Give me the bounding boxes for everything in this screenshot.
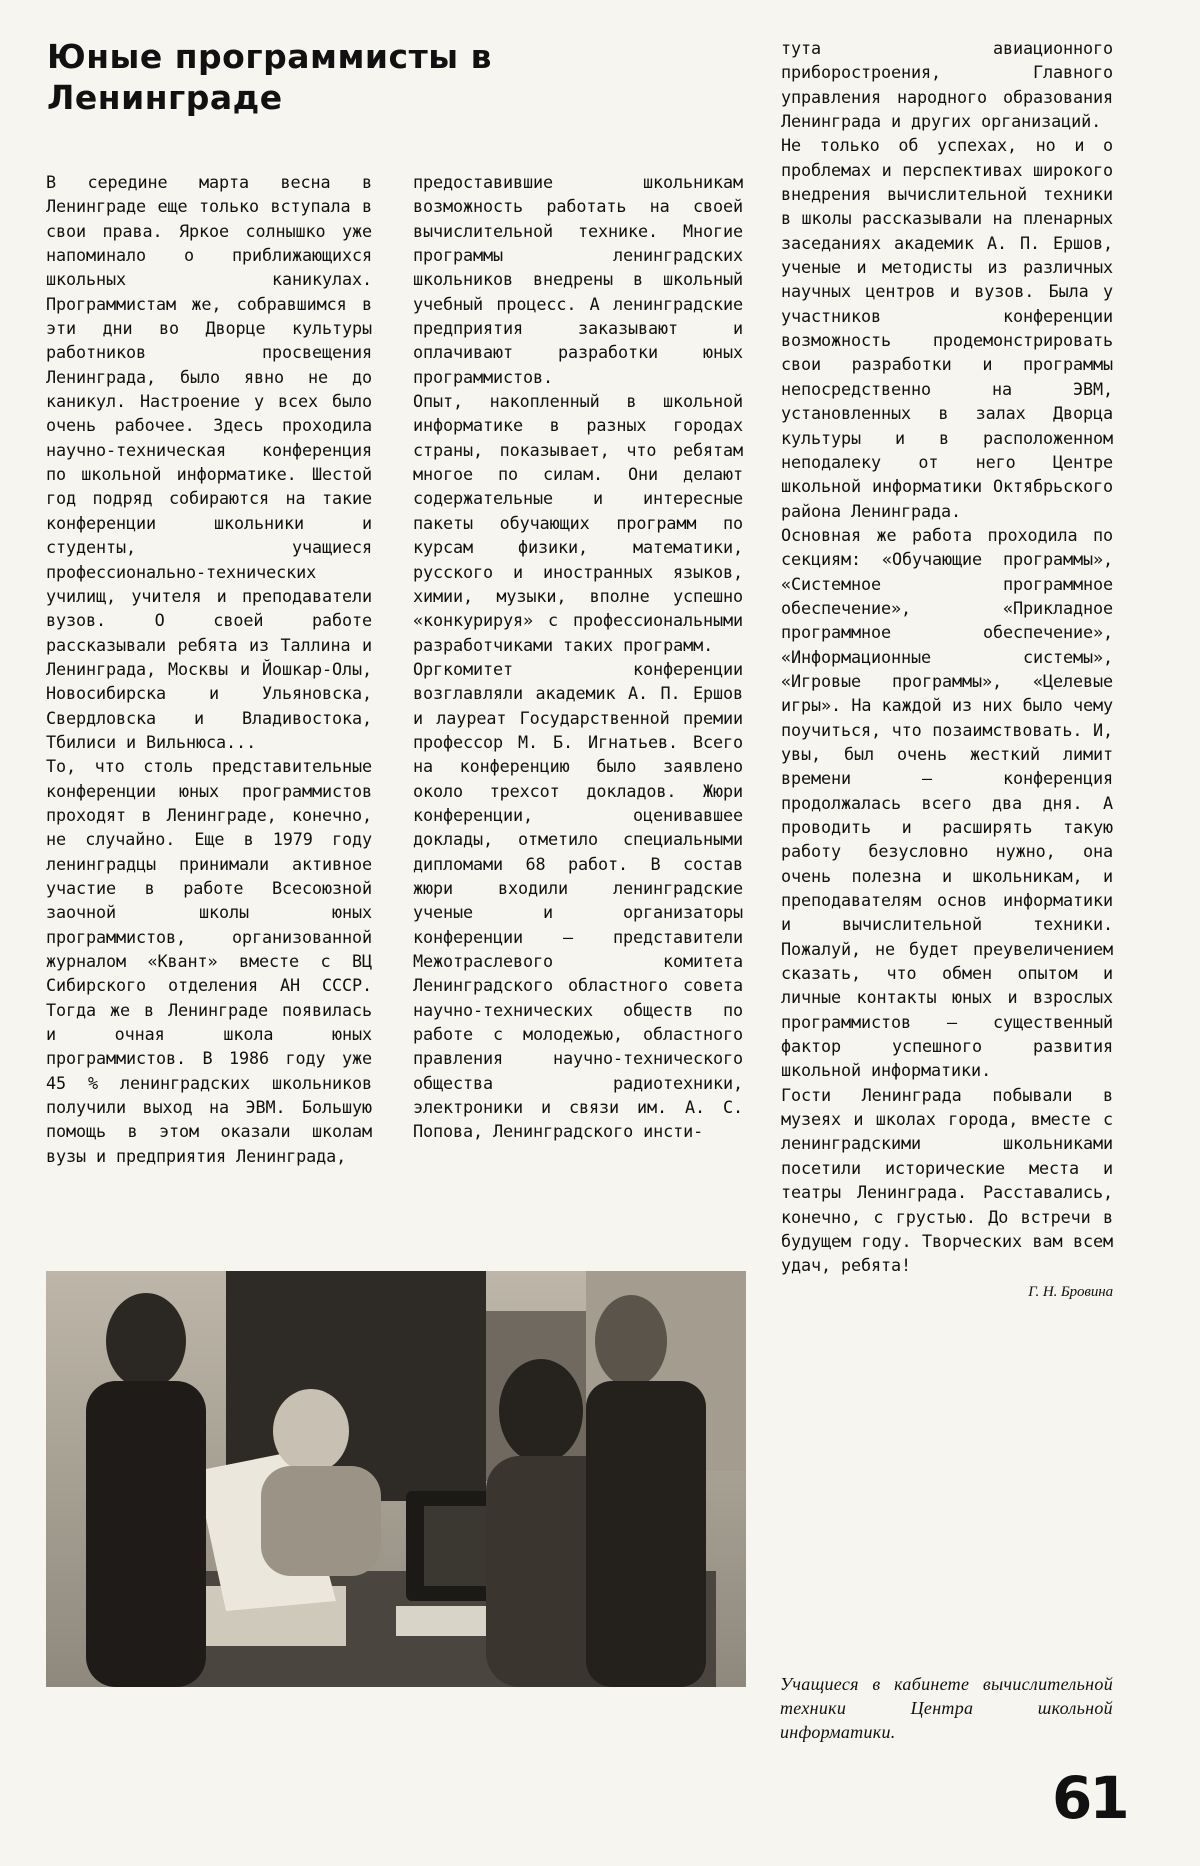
person-right-head (595, 1295, 667, 1387)
text-column-2 (413, 170, 743, 1144)
person-center-body (261, 1466, 381, 1576)
paragraph: В середине марта весна в Ленинграде еще только вступала в свои права. Яркое солнышко уже напоминало о приближающихся школьных каникулах. Программистам же, собравшимся в эти дни во Дворце культуры работников просвещения Ленинграда, было явно не до каникул. Настроение у всех было очень рабочее. Здесь проходила научно-техническая конференция по школьной информатике. Шестой год подряд собираются на такие конференции школьники и студенты, учащиеся профессионально-технических училищ, учителя и преподаватели вузов. О своей работе рассказывали ребята из Таллина и Ленинграда, Москвы и Йошкар-Олы, Новосибирска и Ульяновска, Свердловска и Владивостока, Тбилиси и Вильнюса... (46, 172, 372, 752)
photo-caption: Учащиеся в кабинете вычислительной техники Центра школьной информатики. (780, 1674, 1113, 1742)
classroom-photo-illustration (46, 1271, 746, 1687)
person-left-body (86, 1381, 206, 1687)
paragraph: Гости Ленинграда побывали в музеях и школах города, вместе с ленинградскими школьниками посетили исторические места и театры Ленинграда. Расставались, конечно, с грустью. До встречи в будущем году. Творческих вам всем удач, ребята! (781, 1084, 1113, 1276)
article-title: Юные программисты в Ленинграде (47, 37, 492, 117)
paragraph: Опыт, накопленный в школьной информатике в разных городах страны, показывает, что ребятам многое по силам. Они делают содержательные и интересные пакеты обучающих программ по курсам физики, математики, русского и иностранных языков, химии, музыки, вполне успешно «конкурируя» с профессиональными разработчиками таких программ. (413, 391, 743, 655)
author-signature: Г. Н. Бровина (1028, 1283, 1113, 1300)
paragraph: То, что столь представительные конференции юных программистов проходят в Ленинграде, конечно, не случайно. Еще в 1979 году ленинградцы принимали активное участие в работе Всесоюзной заочной школы юных программистов, организованной журналом «Квант» вместе с ВЦ Сибирского отделения АН СССР. Тогда же в Ленинграде появилась и очная школа юных программистов. В 1986 году уже 45 % ленинградских школьников получили выход на ЭВМ. Большую помощь в этом оказали школам вузы и предприятия Ленинграда, (46, 756, 372, 1166)
page-number: 61 (1052, 1764, 1127, 1832)
person-left-head (106, 1293, 186, 1389)
paragraph: тута авиационного приборостроения, Главного управления народного образования Ленинграда и других организаций. (781, 38, 1113, 132)
paragraph: Оргкомитет конференции возглавляли академик А. П. Ершов и лауреат Государственной премии профессор М. Б. Игнатьев. Всего на конференцию было заявлено около трехсот докладов. Жюри конференции, оценивавшее доклады, отметило специальными дипломами 68 работ. В состав жюри входили ленинградские ученые и организаторы конференции — представители Межотраслевого комитета Ленинградского областного совета научно-технических обществ по работе с молодежью, областного правления научно-технического общества радиотехники, электроники и связи им. А. С. Попова, Ленинградского инсти- (413, 658, 743, 1142)
text-column-1 (46, 170, 372, 1168)
person-center-head (273, 1389, 349, 1473)
article-photo (46, 1271, 746, 1687)
paragraph: Основная же работа проходила по секциям: «Обучающие программы», «Системное программное обеспечение», «Прикладное программное обеспечение», «Информационные системы», «Игровые программы», «Целевые игры». На каждой из них было чему поучиться, что позаимствовать. И, увы, был очень жесткий лимит времени — конференция продолжалась всего два дня. А проводить и расширять такую работу безусловно нужно, она очень полезна и школьникам, и преподавателям основ информатики и вычислительной техники. Пожалуй, не будет преувеличением сказать, что обмен опытом и личные контакты юных и взрослых программистов — существенный фактор успешного развития школьной информатики. (781, 524, 1113, 1081)
text-column-3 (781, 36, 1113, 1304)
person-right-body (586, 1381, 706, 1687)
person-seated-head (499, 1359, 583, 1463)
paragraph: предоставившие школьникам возможность работать на своей вычислительной технике. Многие программы ленинградских школьников внедрены в школьный учебный процесс. А ленинградские предприятия заказывают и оплачивают разработки юных программистов. (413, 172, 743, 387)
paragraph: Не только об успехах, но и о проблемах и перспективах широкого внедрения вычислительной техники в школы рассказывали на пленарных заседаниях академик А. П. Ершов, ученые и методисты из различных научных центров и вузов. Была у участников конференции возможность продемонстрировать свои разработки и программы непосредственно на ЭВМ, установленных в залах Дворца культуры и в расположенном неподалеку от него Центре школьной информатики Октябрьского района Ленинграда. (781, 135, 1113, 521)
